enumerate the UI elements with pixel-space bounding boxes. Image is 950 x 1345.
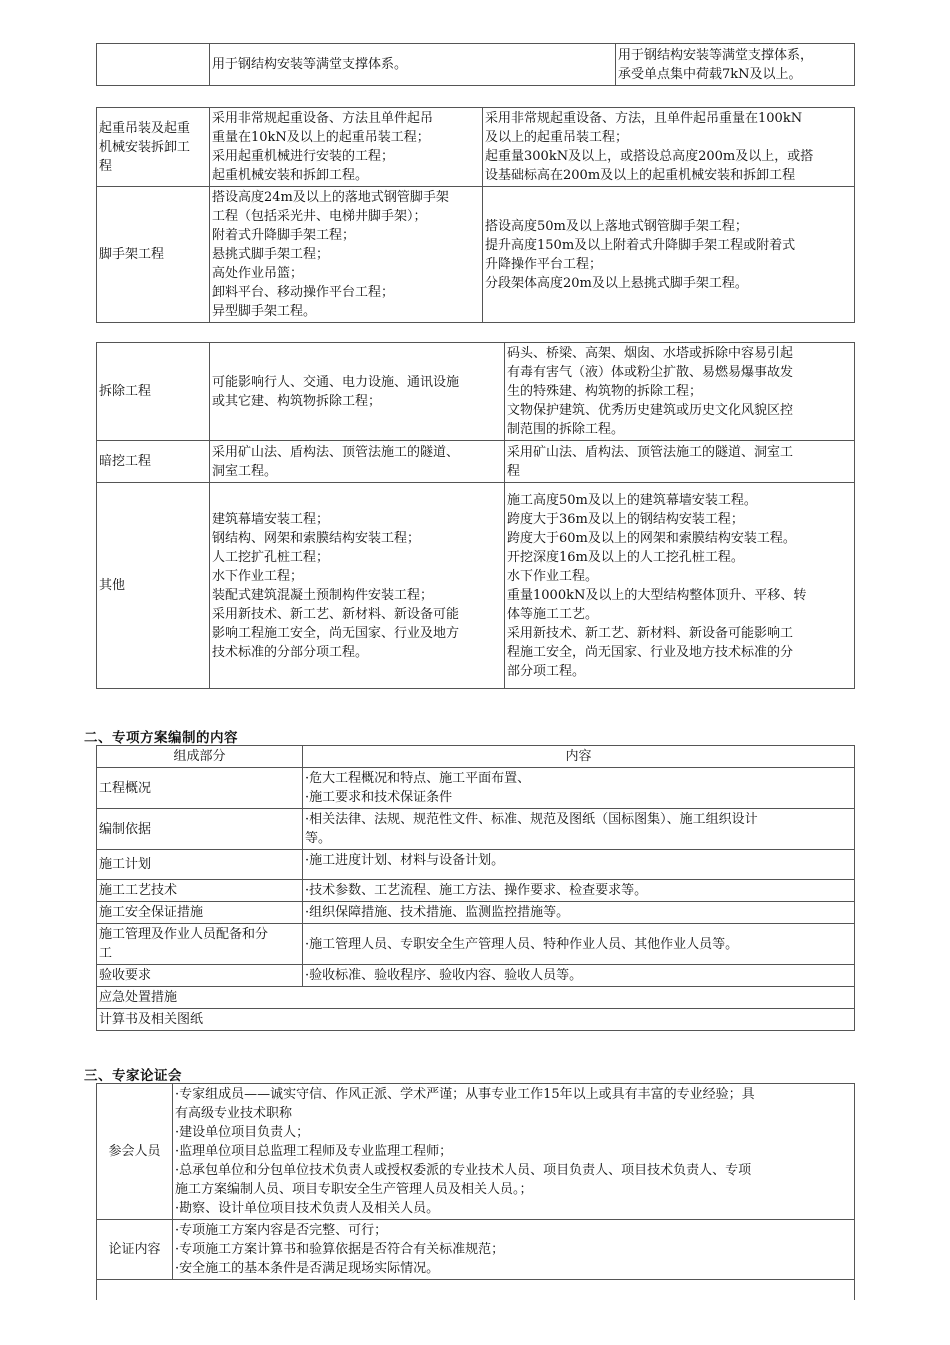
text-line: 工程（包括采光井、电梯井脚手架）； xyxy=(212,209,427,224)
hazard-table-lifting-scaffold xyxy=(96,107,855,323)
text-line: 钢结构、网架和索膜结构安装工程； xyxy=(212,530,421,546)
table-continuation xyxy=(97,1280,855,1300)
content-cell xyxy=(303,768,855,809)
text-line: 重量1000kN及以上的大型结构整体顶升、平移、转 xyxy=(507,587,807,603)
general-scope-cell xyxy=(210,44,616,86)
category-cell xyxy=(97,44,210,86)
text-line: 生的特殊建、构筑物的拆除工程； xyxy=(507,384,703,399)
text-line: ·安全施工的基本条件是否满足现场实际情况。 xyxy=(175,1261,440,1276)
text-line: 施工高度50m及以上的建筑幕墙安装工程。 xyxy=(507,492,757,508)
major-scope-cell xyxy=(483,187,855,323)
text-line: 承受单点集中荷载7kN及以上。 xyxy=(618,66,802,82)
text-line: 搭设高度50m及以上落地式钢管脚手架工程； xyxy=(485,218,748,234)
part-cell xyxy=(97,924,303,965)
header-content: 内容 xyxy=(303,746,855,768)
text-line: 工 xyxy=(99,946,113,961)
text-line: ·专项施工方案内容是否完整、可行； xyxy=(175,1223,388,1238)
full-row-cell: 计算书及相关图纸 xyxy=(97,1009,855,1031)
category-cell: 其他 xyxy=(97,483,210,689)
major-scope-cell xyxy=(505,483,855,689)
text-line: 程 xyxy=(99,158,113,174)
text-line: 起重量300kN及以上，或搭设总高度200m及以上，或搭 xyxy=(485,149,814,164)
content-cell: ·施工进度计划、材料与设备计划。 xyxy=(303,850,855,880)
text-line: 用于钢结构安装等满堂支撑体系， xyxy=(618,47,814,63)
hazard-table-demolition-other xyxy=(96,342,855,689)
text-line: ·施工要求和技术保证条件 xyxy=(305,790,453,805)
text-line: 异型脚手架工程。 xyxy=(212,304,317,319)
text-line: 用于钢结构安装等满堂支撑体系。 xyxy=(212,57,408,72)
category-cell xyxy=(97,108,210,187)
content-cell xyxy=(303,809,855,850)
text-line: 提升高度150m及以上附着式升降脚手架工程或附着式 xyxy=(485,237,796,253)
text-line: 采用新技术、新工艺、新材料、新设备可能 xyxy=(212,606,460,622)
content-cell: ·组织保障措施、技术措施、监测监控措施等。 xyxy=(303,902,855,924)
text-line: 码头、桥梁、高架、烟囱、水塔或拆除中容易引起 xyxy=(507,346,794,361)
text-line: 有高级专业技术职称 xyxy=(175,1106,293,1121)
text-line: 施工管理及作业人员配备和分 xyxy=(99,927,269,942)
text-line: ·建设单位项目负责人； xyxy=(175,1125,310,1140)
label-cell: 论证内容 xyxy=(97,1220,173,1280)
text-line: 程施工安全，尚无国家、行业及地方技术标准的分 xyxy=(507,644,794,660)
expert-review-table xyxy=(96,1083,855,1300)
text-line: 建筑幕墙安装工程； xyxy=(212,511,330,527)
hazard-table-continued xyxy=(96,43,855,86)
text-line: 搭设高度24m及以上的落地式钢管脚手架 xyxy=(212,190,449,205)
text-line: 分段架体高度20m及以上悬挑式脚手架工程。 xyxy=(485,275,748,291)
general-scope-cell xyxy=(210,483,505,689)
text-line: 装配式建筑混凝土预制构件安装工程； xyxy=(212,587,434,603)
text-line: 施工方案编制人员、项目专职安全生产管理人员及相关人员。； xyxy=(175,1182,533,1197)
text-line: 程 xyxy=(507,463,521,479)
text-line: 水下作业工程。 xyxy=(507,568,599,584)
text-line: 人工挖扩孔桩工程； xyxy=(212,549,330,565)
text-line: 卸料平台、移动操作平台工程； xyxy=(212,285,395,300)
text-line: 技术标准的分部分项工程。 xyxy=(212,644,369,660)
text-line: 采用非常规起重设备、方法且单件起吊 xyxy=(212,111,434,126)
text-line: 重量在10kN及以上的起重吊装工程； xyxy=(212,130,430,145)
full-row-cell: 应急处置措施 xyxy=(97,987,855,1009)
part-cell: 工程概况 xyxy=(97,768,303,809)
text-line: 开挖深度16m及以上的人工挖孔桩工程。 xyxy=(507,549,744,565)
major-scope-cell xyxy=(505,441,855,483)
content-cell xyxy=(173,1084,855,1220)
text-line: 等。 xyxy=(305,831,332,846)
text-line: ·专家组成员——诚实守信、作风正派、学术严谨；从事专业工作15年以上或具有丰富的专业经验；具 xyxy=(175,1087,755,1102)
part-cell: 施工安全保证措施 xyxy=(97,902,303,924)
text-line: 悬挑式脚手架工程； xyxy=(212,247,330,262)
text-line: 或其它建、构筑物拆除工程； xyxy=(212,393,382,409)
plan-content-table xyxy=(96,745,855,1031)
text-line: 有毒有害气（液）体或粉尘扩散、易燃易爆事故发 xyxy=(507,365,794,380)
text-line: 部分项工程。 xyxy=(507,663,586,679)
category-cell: 暗挖工程 xyxy=(97,441,210,483)
text-line: ·危大工程概况和特点、施工平面布置、 xyxy=(305,771,531,786)
content-cell: ·验收标准、验收程序、验收内容、验收人员等。 xyxy=(303,965,855,987)
text-line: 采用非常规起重设备、方法，且单件起吊重量在100kN xyxy=(485,111,803,126)
text-line: 影响工程施工安全，尚无国家、行业及地方 xyxy=(212,625,460,641)
text-line: 跨度大于60m及以上的网架和索膜结构安装工程。 xyxy=(507,530,796,546)
text-line: 升降操作平台工程； xyxy=(485,256,603,272)
text-line: 可能影响行人、交通、电力设施、通讯设施 xyxy=(212,374,460,390)
label-cell: 参会人员 xyxy=(97,1084,173,1220)
part-cell: 编制依据 xyxy=(97,809,303,850)
text-line: ·监理单位项目总监理工程师及专业监理工程师； xyxy=(175,1144,453,1159)
general-scope-cell xyxy=(210,343,505,441)
text-line: 洞室工程。 xyxy=(212,463,278,479)
text-line: 机械安装拆卸工 xyxy=(99,139,191,155)
part-cell: 施工计划 xyxy=(97,850,303,880)
content-cell xyxy=(173,1220,855,1280)
major-scope-cell xyxy=(483,108,855,187)
text-line: ·总承包单位和分包单位技术负责人或授权委派的专业技术人员、项目负责人、项目技术负责人、专项 xyxy=(175,1163,752,1178)
category-cell: 拆除工程 xyxy=(97,343,210,441)
text-line: ·勘察、设计单位项目技术负责人及相关人员。 xyxy=(175,1201,440,1216)
major-scope-cell xyxy=(505,343,855,441)
general-scope-cell xyxy=(210,441,505,483)
general-scope-cell xyxy=(210,108,483,187)
part-cell: 验收要求 xyxy=(97,965,303,987)
text-line: 水下作业工程； xyxy=(212,568,304,584)
section-title-expert-review: 三、专家论证会 xyxy=(84,1068,182,1084)
section-title-plan-content: 二、专项方案编制的内容 xyxy=(84,730,238,746)
text-line: 高处作业吊篮； xyxy=(212,266,304,281)
text-line: ·相关法律、法规、规范性文件、标准、规范及图纸（国标图集）、施工组织设计 xyxy=(305,812,758,827)
general-scope-cell xyxy=(210,187,483,323)
text-line: 采用起重机械进行安装的工程； xyxy=(212,149,395,164)
text-line: 文物保护建筑、优秀历史建筑或历史文化风貌区控 xyxy=(507,403,794,418)
text-line: 体等施工工艺。 xyxy=(507,606,599,622)
text-line: 采用矿山法、盾构法、顶管法施工的隧道、洞室工 xyxy=(507,444,794,460)
text-line: 制范围的拆除工程。 xyxy=(507,422,625,437)
major-scope-cell xyxy=(616,44,855,86)
text-line: 采用新技术、新工艺、新材料、新设备可能影响工 xyxy=(507,625,794,641)
text-line: 采用矿山法、盾构法、顶管法施工的隧道、 xyxy=(212,444,460,460)
text-line: 附着式升降脚手架工程； xyxy=(212,228,356,243)
text-line: 及以上的起重吊装工程； xyxy=(485,130,629,145)
part-cell: 施工工艺技术 xyxy=(97,880,303,902)
content-cell: ·施工管理人员、专职安全生产管理人员、特种作业人员、其他作业人员等。 xyxy=(303,924,855,965)
text-line: 起重机械安装和拆卸工程。 xyxy=(212,168,369,183)
text-line: 起重吊装及起重 xyxy=(99,120,191,136)
text-line: 跨度大于36m及以上的钢结构安装工程； xyxy=(507,511,744,527)
text-line: ·专项施工方案计算书和验算依据是否符合有关标准规范； xyxy=(175,1242,505,1257)
category-cell: 脚手架工程 xyxy=(97,187,210,323)
header-part: 组成部分 xyxy=(97,746,303,768)
content-cell: ·技术参数、工艺流程、施工方法、操作要求、检查要求等。 xyxy=(303,880,855,902)
text-line: 设基础标高在200m及以上的起重机械安装和拆卸工程 xyxy=(485,168,796,183)
